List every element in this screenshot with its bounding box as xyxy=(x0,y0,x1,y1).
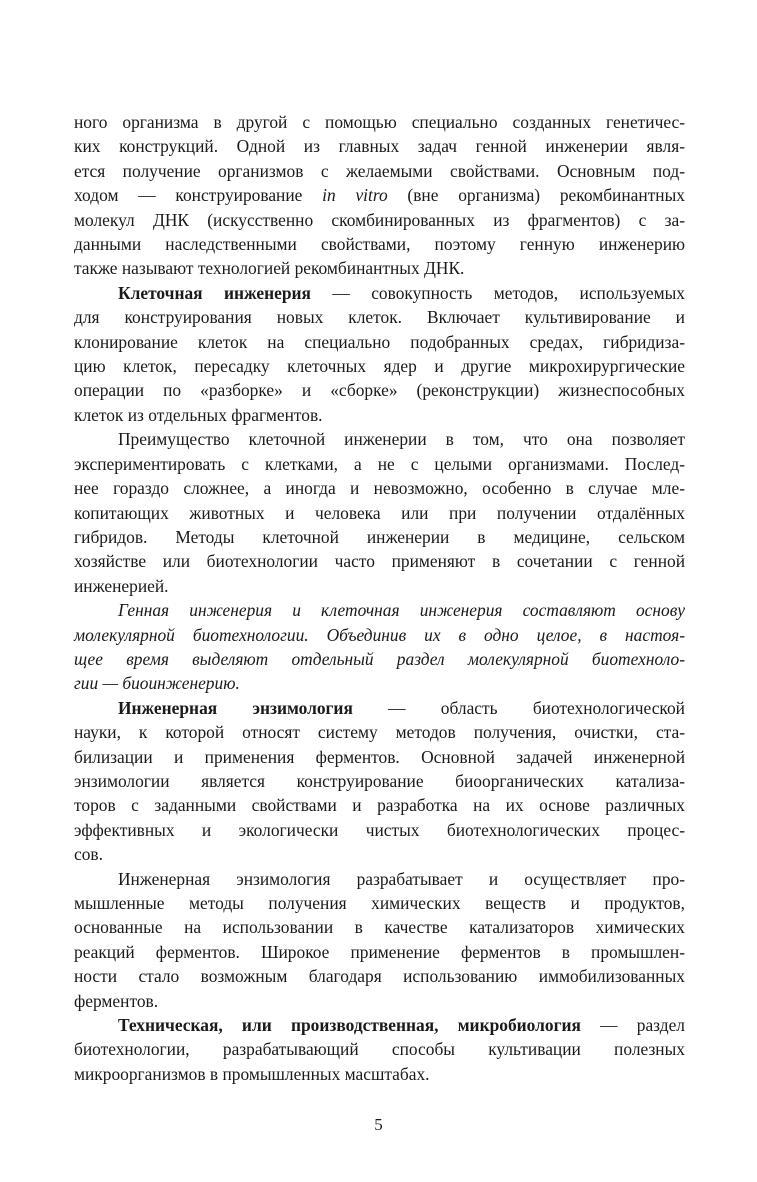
paragraph-technical-microbiology xyxy=(74,1013,685,1086)
text-line: инженерией. xyxy=(74,575,169,596)
paragraph-cell-engineering-advantage xyxy=(74,427,685,598)
text-line: гии — биоинженерию. xyxy=(74,673,240,694)
text-line: молекул ДНК (искусственно скомбинированных из фрагментов) с за- xyxy=(74,209,685,230)
text-line: данными наследственными свойствами, поэтому генную инженерию xyxy=(74,234,685,255)
text-line: мышленные методы получения химических веществ и продуктов, xyxy=(74,893,685,913)
bold-term: Клеточная инженерия xyxy=(118,282,311,303)
text-line: копитающих животных и человека или при получении отдалённых xyxy=(74,502,685,523)
text-line: реакций ферментов. Широкое применение ферментов в промышлен- xyxy=(74,941,685,962)
text-segment: — совокупность методов, используемых xyxy=(310,282,686,303)
text-line: энзимологии является конструирование биоорганических катализа- xyxy=(74,770,685,791)
text-line: также называют технологией рекомбинантных ДНК. xyxy=(74,258,465,279)
text-line xyxy=(74,1013,685,1037)
text-line xyxy=(74,281,685,305)
text-line xyxy=(74,696,685,720)
paragraph-genetic-engineering-continuation xyxy=(74,110,685,281)
text-line: операции по «разборке» и «сборке» (реконструкции) жизнеспособных xyxy=(74,380,685,401)
page-body xyxy=(74,110,685,1086)
text-line: торов с заданными свойствами и разработка на их основе различных xyxy=(74,795,685,816)
text-line xyxy=(74,183,685,207)
text-line: Генная инженерия и клеточная инженерия составляют основу xyxy=(118,600,685,621)
text-line: цию клеток, пересадку клеточных ядер и другие микрохирургические xyxy=(74,356,685,377)
text-line: для конструирования новых клеток. Включает культивирование и xyxy=(74,307,685,328)
text-line: хозяйстве или биотехнологии часто применяют в сочетании с генной xyxy=(74,551,685,572)
paragraph-cell-engineering xyxy=(74,281,685,427)
text-line: Преимущество клеточной инженерии в том, что она позволяет xyxy=(118,429,685,450)
text-segment: — область биотехнологической xyxy=(352,697,685,718)
text-line: билизации и применения ферментов. Основной задачей инженерной xyxy=(74,746,685,767)
text-line: биотехнологии, разрабатывающий способы культивации полезных xyxy=(74,1039,685,1060)
text-line: клеток из отдельных фрагментов. xyxy=(74,404,323,425)
text-line: науки, к которой относят систему методов получения, очистки, ста- xyxy=(74,722,685,743)
page-number: 5 xyxy=(374,1115,383,1134)
text-segment: ходом — конструирование xyxy=(74,185,323,206)
bold-term: Техническая, или производственная, микробиология xyxy=(118,1015,581,1036)
text-line: микроорганизмов в промышленных масштабах. xyxy=(74,1063,430,1084)
text-line: ного организма в другой с помощью специально созданных генетичес- xyxy=(74,112,685,132)
paragraph-bioengineering-italic xyxy=(74,598,685,696)
italic-term: in vitro xyxy=(322,185,388,206)
text-line: основанные на использовании в качестве катализаторов химических xyxy=(74,917,685,938)
text-line: экспериментировать с клетками, а не с целыми организмами. Послед- xyxy=(74,453,685,474)
text-segment: (вне организма) рекомбинантных xyxy=(387,185,685,206)
text-line: ферментов. xyxy=(74,990,159,1011)
text-segment: — раздел xyxy=(580,1015,685,1036)
text-line: нее гораздо сложнее, а иногда и невозможно, особенно в случае мле- xyxy=(74,478,685,499)
text-line: ется получение организмов с желаемыми свойствами. Основным под- xyxy=(74,160,685,181)
text-line: эффективных и экологически чистых биотехнологических процес- xyxy=(74,819,685,840)
text-line: Инженерная энзимология разрабатывает и осуществляет про- xyxy=(118,868,685,889)
paragraph-engineering-enzymology xyxy=(74,696,685,867)
text-line: сов. xyxy=(74,844,103,865)
text-line: щее время выделяют отдельный раздел молекулярной биотехноло- xyxy=(74,648,685,669)
text-line: гибридов. Методы клеточной инженерии в медицине, сельском xyxy=(74,526,685,547)
text-line: ности стало возможным благодаря использованию иммобилизованных xyxy=(74,966,685,987)
text-line: ких конструкций. Одной из главных задач генной инженерии явля- xyxy=(74,136,685,157)
paragraph-enzymology-industrial xyxy=(74,867,685,1013)
bold-term: Инженерная энзимология xyxy=(118,697,353,718)
text-line: молекулярной биотехнологии. Объединив их в одно целое, в настоя- xyxy=(74,624,685,645)
text-line: клонирование клеток на специально подобранных средах, гибридиза- xyxy=(74,331,685,352)
